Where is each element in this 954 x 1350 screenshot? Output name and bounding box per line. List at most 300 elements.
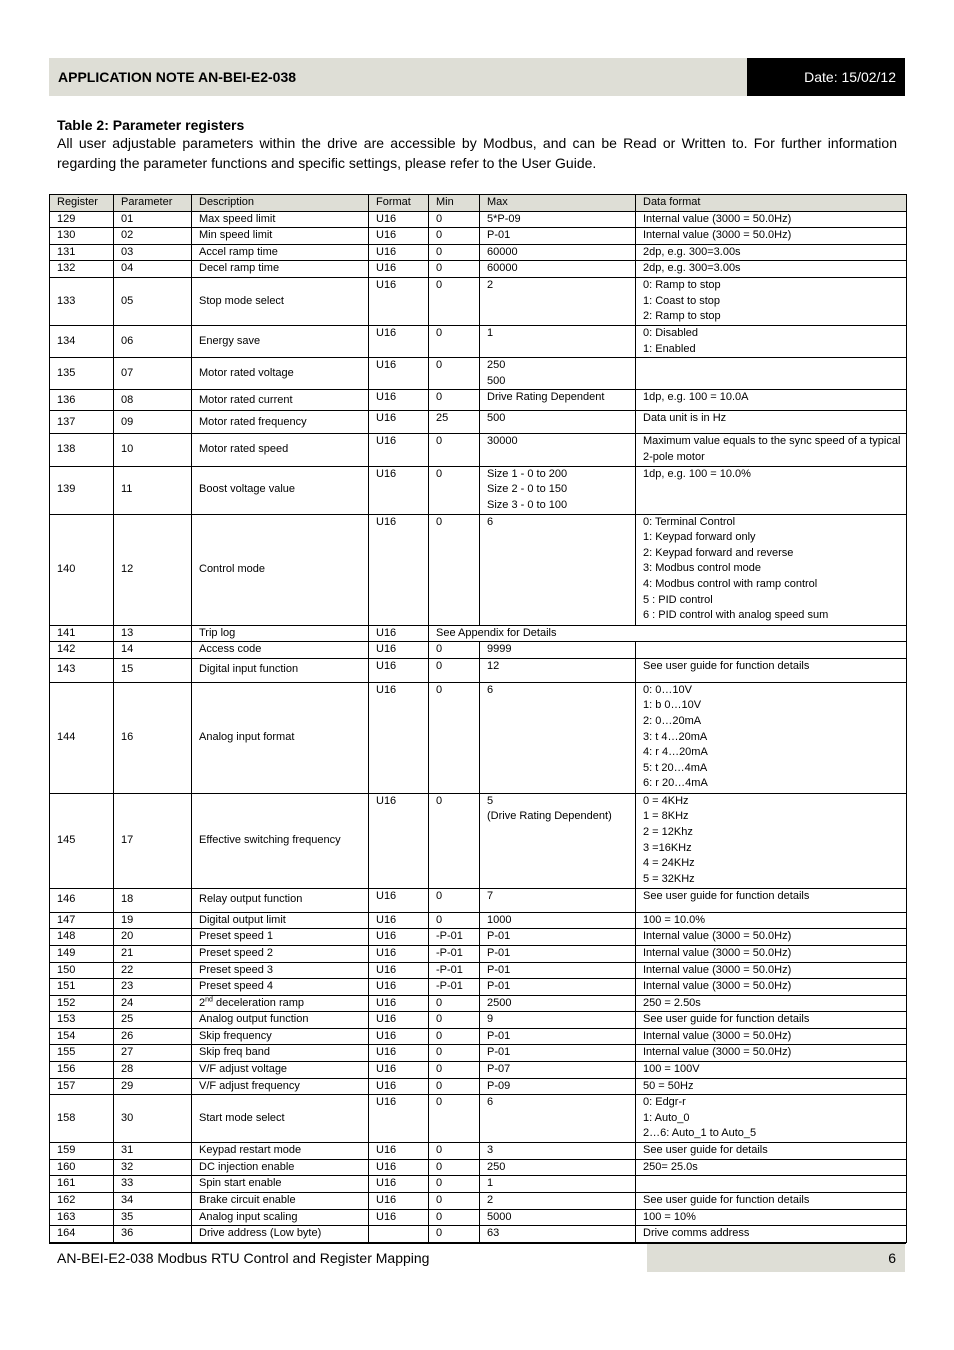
parameter-cell: 22 bbox=[114, 962, 192, 979]
format-cell: U16 bbox=[369, 912, 429, 929]
description-cell: Boost voltage value bbox=[192, 466, 369, 514]
table-row bbox=[50, 682, 907, 793]
register-cell: 159 bbox=[50, 1143, 114, 1160]
parameter-cell: 28 bbox=[114, 1062, 192, 1079]
parameter-cell: 31 bbox=[114, 1143, 192, 1160]
min-cell: 0 bbox=[429, 277, 480, 325]
description-cell: Decel ramp time bbox=[192, 261, 369, 278]
min-cell: See Appendix for Details bbox=[429, 625, 907, 642]
parameter-cell: 29 bbox=[114, 1078, 192, 1095]
description-cell: DC injection enable bbox=[192, 1159, 369, 1176]
table-row bbox=[50, 1095, 907, 1143]
max-cell: 63 bbox=[480, 1226, 636, 1243]
register-cell: 151 bbox=[50, 979, 114, 996]
max-cell: 2 bbox=[480, 1193, 636, 1210]
parameter-cell: 17 bbox=[114, 793, 192, 888]
table-row bbox=[50, 1226, 907, 1243]
parameter-cell: 11 bbox=[114, 466, 192, 514]
table-row bbox=[50, 962, 907, 979]
table-header-row bbox=[50, 195, 907, 212]
data-format-cell: 0: Edgr-r 1: Auto_0 2…6: Auto_1 to Auto_5 bbox=[636, 1095, 907, 1143]
format-cell: U16 bbox=[369, 466, 429, 514]
table-row bbox=[50, 979, 907, 996]
register-cell: 130 bbox=[50, 228, 114, 245]
format-cell: U16 bbox=[369, 1078, 429, 1095]
register-cell: 138 bbox=[50, 434, 114, 466]
format-cell: U16 bbox=[369, 625, 429, 642]
min-cell: 0 bbox=[429, 1078, 480, 1095]
parameter-cell: 26 bbox=[114, 1028, 192, 1045]
register-cell: 161 bbox=[50, 1176, 114, 1193]
data-format-cell: See user guide for details bbox=[636, 1143, 907, 1160]
max-cell: 6 bbox=[480, 682, 636, 793]
format-cell: U16 bbox=[369, 1193, 429, 1210]
min-cell: 0 bbox=[429, 1193, 480, 1210]
min-cell: 0 bbox=[429, 658, 480, 682]
description-cell: Preset speed 4 bbox=[192, 979, 369, 996]
description-cell: Brake circuit enable bbox=[192, 1193, 369, 1210]
table-row bbox=[50, 1193, 907, 1210]
parameter-cell: 27 bbox=[114, 1045, 192, 1062]
max-cell: 6 bbox=[480, 1095, 636, 1143]
format-cell: U16 bbox=[369, 995, 429, 1012]
parameter-cell: 07 bbox=[114, 358, 192, 390]
format-cell: U16 bbox=[369, 642, 429, 659]
max-cell: 250 bbox=[480, 1159, 636, 1176]
max-cell: Size 1 - 0 to 200 Size 2 - 0 to 150 Size 3 - 0 to 100 bbox=[480, 466, 636, 514]
table-row bbox=[50, 390, 907, 411]
register-cell: 146 bbox=[50, 888, 114, 912]
format-cell: U16 bbox=[369, 962, 429, 979]
column-header-data-format: Data format bbox=[636, 195, 907, 212]
table-row bbox=[50, 228, 907, 245]
data-format-cell bbox=[636, 642, 907, 659]
description-cell: Motor rated speed bbox=[192, 434, 369, 466]
min-cell: 0 bbox=[429, 1062, 480, 1079]
column-header-description: Description bbox=[192, 195, 369, 212]
table-row bbox=[50, 211, 907, 228]
min-cell: 0 bbox=[429, 211, 480, 228]
register-cell: 140 bbox=[50, 514, 114, 625]
data-format-cell: See user guide for function details bbox=[636, 1193, 907, 1210]
min-cell: 0 bbox=[429, 1028, 480, 1045]
data-format-cell: Internal value (3000 = 50.0Hz) bbox=[636, 211, 907, 228]
data-format-cell: 2dp, e.g. 300=3.00s bbox=[636, 261, 907, 278]
register-cell: 139 bbox=[50, 466, 114, 514]
max-cell: 30000 bbox=[480, 434, 636, 466]
parameter-cell: 35 bbox=[114, 1209, 192, 1226]
min-cell: 0 bbox=[429, 1226, 480, 1243]
description-cell: Stop mode select bbox=[192, 277, 369, 325]
format-cell: U16 bbox=[369, 682, 429, 793]
table-row bbox=[50, 277, 907, 325]
format-cell: U16 bbox=[369, 888, 429, 912]
table-row bbox=[50, 358, 907, 390]
data-format-cell bbox=[636, 1176, 907, 1193]
min-cell: 0 bbox=[429, 228, 480, 245]
data-format-cell: Maximum value equals to the sync speed of a typical 2-pole motor bbox=[636, 434, 907, 466]
data-format-cell: Internal value (3000 = 50.0Hz) bbox=[636, 1045, 907, 1062]
table-row bbox=[50, 945, 907, 962]
register-cell: 143 bbox=[50, 658, 114, 682]
table-row bbox=[50, 261, 907, 278]
parameter-cell: 25 bbox=[114, 1012, 192, 1029]
max-cell: 3 bbox=[480, 1143, 636, 1160]
format-cell: U16 bbox=[369, 793, 429, 888]
min-cell: 0 bbox=[429, 325, 480, 357]
format-cell: U16 bbox=[369, 1143, 429, 1160]
description-cell: Max speed limit bbox=[192, 211, 369, 228]
data-format-cell: 250 = 2.50s bbox=[636, 995, 907, 1012]
column-header-register: Register bbox=[50, 195, 114, 212]
min-cell: 0 bbox=[429, 888, 480, 912]
parameter-cell: 06 bbox=[114, 325, 192, 357]
format-cell: U16 bbox=[369, 1012, 429, 1029]
table-row bbox=[50, 514, 907, 625]
description-cell: Digital output limit bbox=[192, 912, 369, 929]
parameter-cell: 08 bbox=[114, 390, 192, 411]
parameter-cell: 33 bbox=[114, 1176, 192, 1193]
description-cell: Preset speed 2 bbox=[192, 945, 369, 962]
min-cell: -P-01 bbox=[429, 962, 480, 979]
format-cell: U16 bbox=[369, 1095, 429, 1143]
format-cell: U16 bbox=[369, 1159, 429, 1176]
format-cell: U16 bbox=[369, 1176, 429, 1193]
document-date: Date: 15/02/12 bbox=[747, 58, 905, 96]
data-format-cell: 0: Terminal Control 1: Keypad forward only 2: Keypad forward and reverse 3: Modbus control mode 4: Modbus control with ramp control 5 : PID control 6 : PID control with analog speed sum bbox=[636, 514, 907, 625]
register-cell: 148 bbox=[50, 929, 114, 946]
parameter-cell: 16 bbox=[114, 682, 192, 793]
document-title: APPLICATION NOTE AN-BEI-E2-038 bbox=[49, 58, 747, 96]
description-cell: Motor rated voltage bbox=[192, 358, 369, 390]
min-cell: 0 bbox=[429, 434, 480, 466]
min-cell: -P-01 bbox=[429, 979, 480, 996]
register-cell: 156 bbox=[50, 1062, 114, 1079]
description-cell: Skip frequency bbox=[192, 1028, 369, 1045]
page-number: 6 bbox=[647, 1244, 905, 1272]
max-cell: P-01 bbox=[480, 962, 636, 979]
register-cell: 145 bbox=[50, 793, 114, 888]
format-cell: U16 bbox=[369, 514, 429, 625]
description-cell: Motor rated frequency bbox=[192, 411, 369, 434]
column-header-max: Max bbox=[480, 195, 636, 212]
format-cell: U16 bbox=[369, 211, 429, 228]
parameter-cell: 21 bbox=[114, 945, 192, 962]
description-cell: Accel ramp time bbox=[192, 244, 369, 261]
description-cell: Min speed limit bbox=[192, 228, 369, 245]
max-cell: 6 bbox=[480, 514, 636, 625]
register-cell: 155 bbox=[50, 1045, 114, 1062]
min-cell: 0 bbox=[429, 642, 480, 659]
max-cell: 5 (Drive Rating Dependent) bbox=[480, 793, 636, 888]
min-cell: 0 bbox=[429, 1045, 480, 1062]
min-cell: 0 bbox=[429, 1143, 480, 1160]
max-cell: P-07 bbox=[480, 1062, 636, 1079]
parameter-cell: 01 bbox=[114, 211, 192, 228]
min-cell: 0 bbox=[429, 793, 480, 888]
register-cell: 132 bbox=[50, 261, 114, 278]
min-cell: 0 bbox=[429, 682, 480, 793]
description-cell: Analog input format bbox=[192, 682, 369, 793]
register-cell: 131 bbox=[50, 244, 114, 261]
format-cell: U16 bbox=[369, 411, 429, 434]
parameter-cell: 20 bbox=[114, 929, 192, 946]
register-cell: 142 bbox=[50, 642, 114, 659]
description-cell: Start mode select bbox=[192, 1095, 369, 1143]
min-cell: 0 bbox=[429, 1095, 480, 1143]
max-cell: P-01 bbox=[480, 929, 636, 946]
format-cell: U16 bbox=[369, 244, 429, 261]
data-format-cell: Drive comms address bbox=[636, 1226, 907, 1243]
footer-document-title: AN-BEI-E2-038 Modbus RTU Control and Register Mapping bbox=[57, 1250, 430, 1266]
max-cell: 1000 bbox=[480, 912, 636, 929]
data-format-cell: See user guide for function details bbox=[636, 658, 907, 682]
column-header-parameter: Parameter bbox=[114, 195, 192, 212]
register-cell: 162 bbox=[50, 1193, 114, 1210]
data-format-cell: Internal value (3000 = 50.0Hz) bbox=[636, 1028, 907, 1045]
max-cell: P-09 bbox=[480, 1078, 636, 1095]
table-row bbox=[50, 658, 907, 682]
min-cell: 0 bbox=[429, 1012, 480, 1029]
table-row bbox=[50, 642, 907, 659]
data-format-cell: Internal value (3000 = 50.0Hz) bbox=[636, 228, 907, 245]
description-cell: Skip freq band bbox=[192, 1045, 369, 1062]
data-format-cell: 100 = 10% bbox=[636, 1209, 907, 1226]
description-cell: Effective switching frequency bbox=[192, 793, 369, 888]
parameter-registers-table bbox=[49, 194, 907, 1243]
min-cell: 0 bbox=[429, 261, 480, 278]
max-cell: 9 bbox=[480, 1012, 636, 1029]
min-cell: 0 bbox=[429, 995, 480, 1012]
parameter-cell: 19 bbox=[114, 912, 192, 929]
min-cell: 0 bbox=[429, 514, 480, 625]
column-header-format: Format bbox=[369, 195, 429, 212]
max-cell: 2500 bbox=[480, 995, 636, 1012]
min-cell: 0 bbox=[429, 1176, 480, 1193]
table-row bbox=[50, 912, 907, 929]
description-cell: Analog input scaling bbox=[192, 1209, 369, 1226]
format-cell: U16 bbox=[369, 358, 429, 390]
parameter-cell: 12 bbox=[114, 514, 192, 625]
register-cell: 153 bbox=[50, 1012, 114, 1029]
table-row bbox=[50, 1028, 907, 1045]
data-format-cell: 0 = 4KHz 1 = 8KHz 2 = 12Khz 3 =16KHz 4 = 24KHz 5 = 32KHz bbox=[636, 793, 907, 888]
description-cell: V/F adjust frequency bbox=[192, 1078, 369, 1095]
register-cell: 157 bbox=[50, 1078, 114, 1095]
format-cell: U16 bbox=[369, 979, 429, 996]
max-cell: 12 bbox=[480, 658, 636, 682]
description-cell: V/F adjust voltage bbox=[192, 1062, 369, 1079]
column-header-min: Min bbox=[429, 195, 480, 212]
min-cell: 0 bbox=[429, 466, 480, 514]
format-cell: U16 bbox=[369, 325, 429, 357]
data-format-cell: Internal value (3000 = 50.0Hz) bbox=[636, 962, 907, 979]
table-row bbox=[50, 325, 907, 357]
table-row bbox=[50, 1062, 907, 1079]
table-caption bbox=[57, 116, 897, 173]
register-cell: 163 bbox=[50, 1209, 114, 1226]
data-format-cell: 2dp, e.g. 300=3.00s bbox=[636, 244, 907, 261]
description-cell: Analog output function bbox=[192, 1012, 369, 1029]
table-row bbox=[50, 888, 907, 912]
data-format-cell: 0: Ramp to stop 1: Coast to stop 2: Ramp to stop bbox=[636, 277, 907, 325]
parameter-cell: 02 bbox=[114, 228, 192, 245]
parameter-cell: 23 bbox=[114, 979, 192, 996]
table-row bbox=[50, 995, 907, 1012]
description-cell: Energy save bbox=[192, 325, 369, 357]
table-row bbox=[50, 1012, 907, 1029]
min-cell: 0 bbox=[429, 390, 480, 411]
format-cell: U16 bbox=[369, 277, 429, 325]
parameter-cell: 15 bbox=[114, 658, 192, 682]
parameter-cell: 13 bbox=[114, 625, 192, 642]
register-cell: 149 bbox=[50, 945, 114, 962]
max-cell: 5000 bbox=[480, 1209, 636, 1226]
max-cell: 9999 bbox=[480, 642, 636, 659]
parameter-cell: 10 bbox=[114, 434, 192, 466]
table-row bbox=[50, 793, 907, 888]
register-cell: 154 bbox=[50, 1028, 114, 1045]
parameter-cell: 04 bbox=[114, 261, 192, 278]
format-cell: U16 bbox=[369, 1028, 429, 1045]
max-cell: 5*P-09 bbox=[480, 211, 636, 228]
data-format-cell: Internal value (3000 = 50.0Hz) bbox=[636, 979, 907, 996]
max-cell: P-01 bbox=[480, 979, 636, 996]
max-cell: P-01 bbox=[480, 1028, 636, 1045]
format-cell bbox=[369, 1226, 429, 1243]
register-cell: 147 bbox=[50, 912, 114, 929]
format-cell: U16 bbox=[369, 1062, 429, 1079]
format-cell: U16 bbox=[369, 228, 429, 245]
max-cell: 500 bbox=[480, 411, 636, 434]
parameter-cell: 03 bbox=[114, 244, 192, 261]
parameter-cell: 24 bbox=[114, 995, 192, 1012]
max-cell: 60000 bbox=[480, 261, 636, 278]
register-cell: 158 bbox=[50, 1095, 114, 1143]
table-row bbox=[50, 1176, 907, 1193]
register-cell: 152 bbox=[50, 995, 114, 1012]
description-cell: Drive address (Low byte) bbox=[192, 1226, 369, 1243]
max-cell: P-01 bbox=[480, 945, 636, 962]
intro-paragraph: All user adjustable parameters within the drive are accessible by Modbus, and can be Read or Written to. For further information regarding the parameter functions and specific settings, please refer to the User Guide. bbox=[57, 135, 897, 171]
table-row bbox=[50, 1159, 907, 1176]
description-cell: Access code bbox=[192, 642, 369, 659]
max-cell: Drive Rating Dependent bbox=[480, 390, 636, 411]
description-cell: Relay output function bbox=[192, 888, 369, 912]
max-cell: P-01 bbox=[480, 1045, 636, 1062]
register-cell: 160 bbox=[50, 1159, 114, 1176]
description-cell: Preset speed 1 bbox=[192, 929, 369, 946]
data-format-cell: See user guide for function details bbox=[636, 888, 907, 912]
max-cell: 1 bbox=[480, 325, 636, 357]
table-row bbox=[50, 466, 907, 514]
table-row bbox=[50, 625, 907, 642]
data-format-cell: Data unit is in Hz bbox=[636, 411, 907, 434]
data-format-cell: 100 = 10.0% bbox=[636, 912, 907, 929]
description-cell: Keypad restart mode bbox=[192, 1143, 369, 1160]
min-cell: 25 bbox=[429, 411, 480, 434]
register-cell: 136 bbox=[50, 390, 114, 411]
max-cell: P-01 bbox=[480, 228, 636, 245]
format-cell: U16 bbox=[369, 929, 429, 946]
description-cell: Trip log bbox=[192, 625, 369, 642]
description-cell: Motor rated current bbox=[192, 390, 369, 411]
parameter-cell: 14 bbox=[114, 642, 192, 659]
table-title: Table 2: Parameter registers bbox=[57, 117, 245, 133]
data-format-cell: See user guide for function details bbox=[636, 1012, 907, 1029]
data-format-cell: 0: Disabled 1: Enabled bbox=[636, 325, 907, 357]
register-cell: 144 bbox=[50, 682, 114, 793]
format-cell: U16 bbox=[369, 1045, 429, 1062]
table-row bbox=[50, 1209, 907, 1226]
parameter-cell: 05 bbox=[114, 277, 192, 325]
min-cell: -P-01 bbox=[429, 929, 480, 946]
register-cell: 133 bbox=[50, 277, 114, 325]
max-cell: 1 bbox=[480, 1176, 636, 1193]
description-cell: Spin start enable bbox=[192, 1176, 369, 1193]
format-cell: U16 bbox=[369, 945, 429, 962]
table-row bbox=[50, 1045, 907, 1062]
parameter-cell: 30 bbox=[114, 1095, 192, 1143]
data-format-cell: 1dp, e.g. 100 = 10.0% bbox=[636, 466, 907, 514]
register-cell: 137 bbox=[50, 411, 114, 434]
table-row bbox=[50, 1143, 907, 1160]
table-row bbox=[50, 434, 907, 466]
parameter-cell: 09 bbox=[114, 411, 192, 434]
min-cell: -P-01 bbox=[429, 945, 480, 962]
data-format-cell: 50 = 50Hz bbox=[636, 1078, 907, 1095]
register-cell: 150 bbox=[50, 962, 114, 979]
parameter-cell: 34 bbox=[114, 1193, 192, 1210]
data-format-cell: Internal value (3000 = 50.0Hz) bbox=[636, 929, 907, 946]
table-row bbox=[50, 244, 907, 261]
max-cell: 2 bbox=[480, 277, 636, 325]
format-cell: U16 bbox=[369, 658, 429, 682]
register-cell: 141 bbox=[50, 625, 114, 642]
register-cell: 135 bbox=[50, 358, 114, 390]
description-cell: Preset speed 3 bbox=[192, 962, 369, 979]
min-cell: 0 bbox=[429, 1209, 480, 1226]
register-cell: 129 bbox=[50, 211, 114, 228]
format-cell: U16 bbox=[369, 1209, 429, 1226]
format-cell: U16 bbox=[369, 261, 429, 278]
register-cell: 164 bbox=[50, 1226, 114, 1243]
description-cell: 2nd deceleration ramp bbox=[192, 995, 369, 1012]
format-cell: U16 bbox=[369, 434, 429, 466]
format-cell: U16 bbox=[369, 390, 429, 411]
parameter-cell: 36 bbox=[114, 1226, 192, 1243]
table-row bbox=[50, 929, 907, 946]
min-cell: 0 bbox=[429, 912, 480, 929]
max-cell: 7 bbox=[480, 888, 636, 912]
max-cell: 250 500 bbox=[480, 358, 636, 390]
data-format-cell: 1dp, e.g. 100 = 10.0A bbox=[636, 390, 907, 411]
max-cell: 60000 bbox=[480, 244, 636, 261]
data-format-cell: 250= 25.0s bbox=[636, 1159, 907, 1176]
min-cell: 0 bbox=[429, 1159, 480, 1176]
data-format-cell bbox=[636, 358, 907, 390]
table-row bbox=[50, 411, 907, 434]
data-format-cell: 100 = 100V bbox=[636, 1062, 907, 1079]
register-cell: 134 bbox=[50, 325, 114, 357]
data-format-cell: 0: 0…10V 1: b 0…10V 2: 0…20mA 3: t 4…20mA 4: r 4…20mA 5: t 20…4mA 6: r 20…4mA bbox=[636, 682, 907, 793]
min-cell: 0 bbox=[429, 358, 480, 390]
data-format-cell: Internal value (3000 = 50.0Hz) bbox=[636, 945, 907, 962]
parameter-cell: 18 bbox=[114, 888, 192, 912]
min-cell: 0 bbox=[429, 244, 480, 261]
description-cell: Digital input function bbox=[192, 658, 369, 682]
table-row bbox=[50, 1078, 907, 1095]
